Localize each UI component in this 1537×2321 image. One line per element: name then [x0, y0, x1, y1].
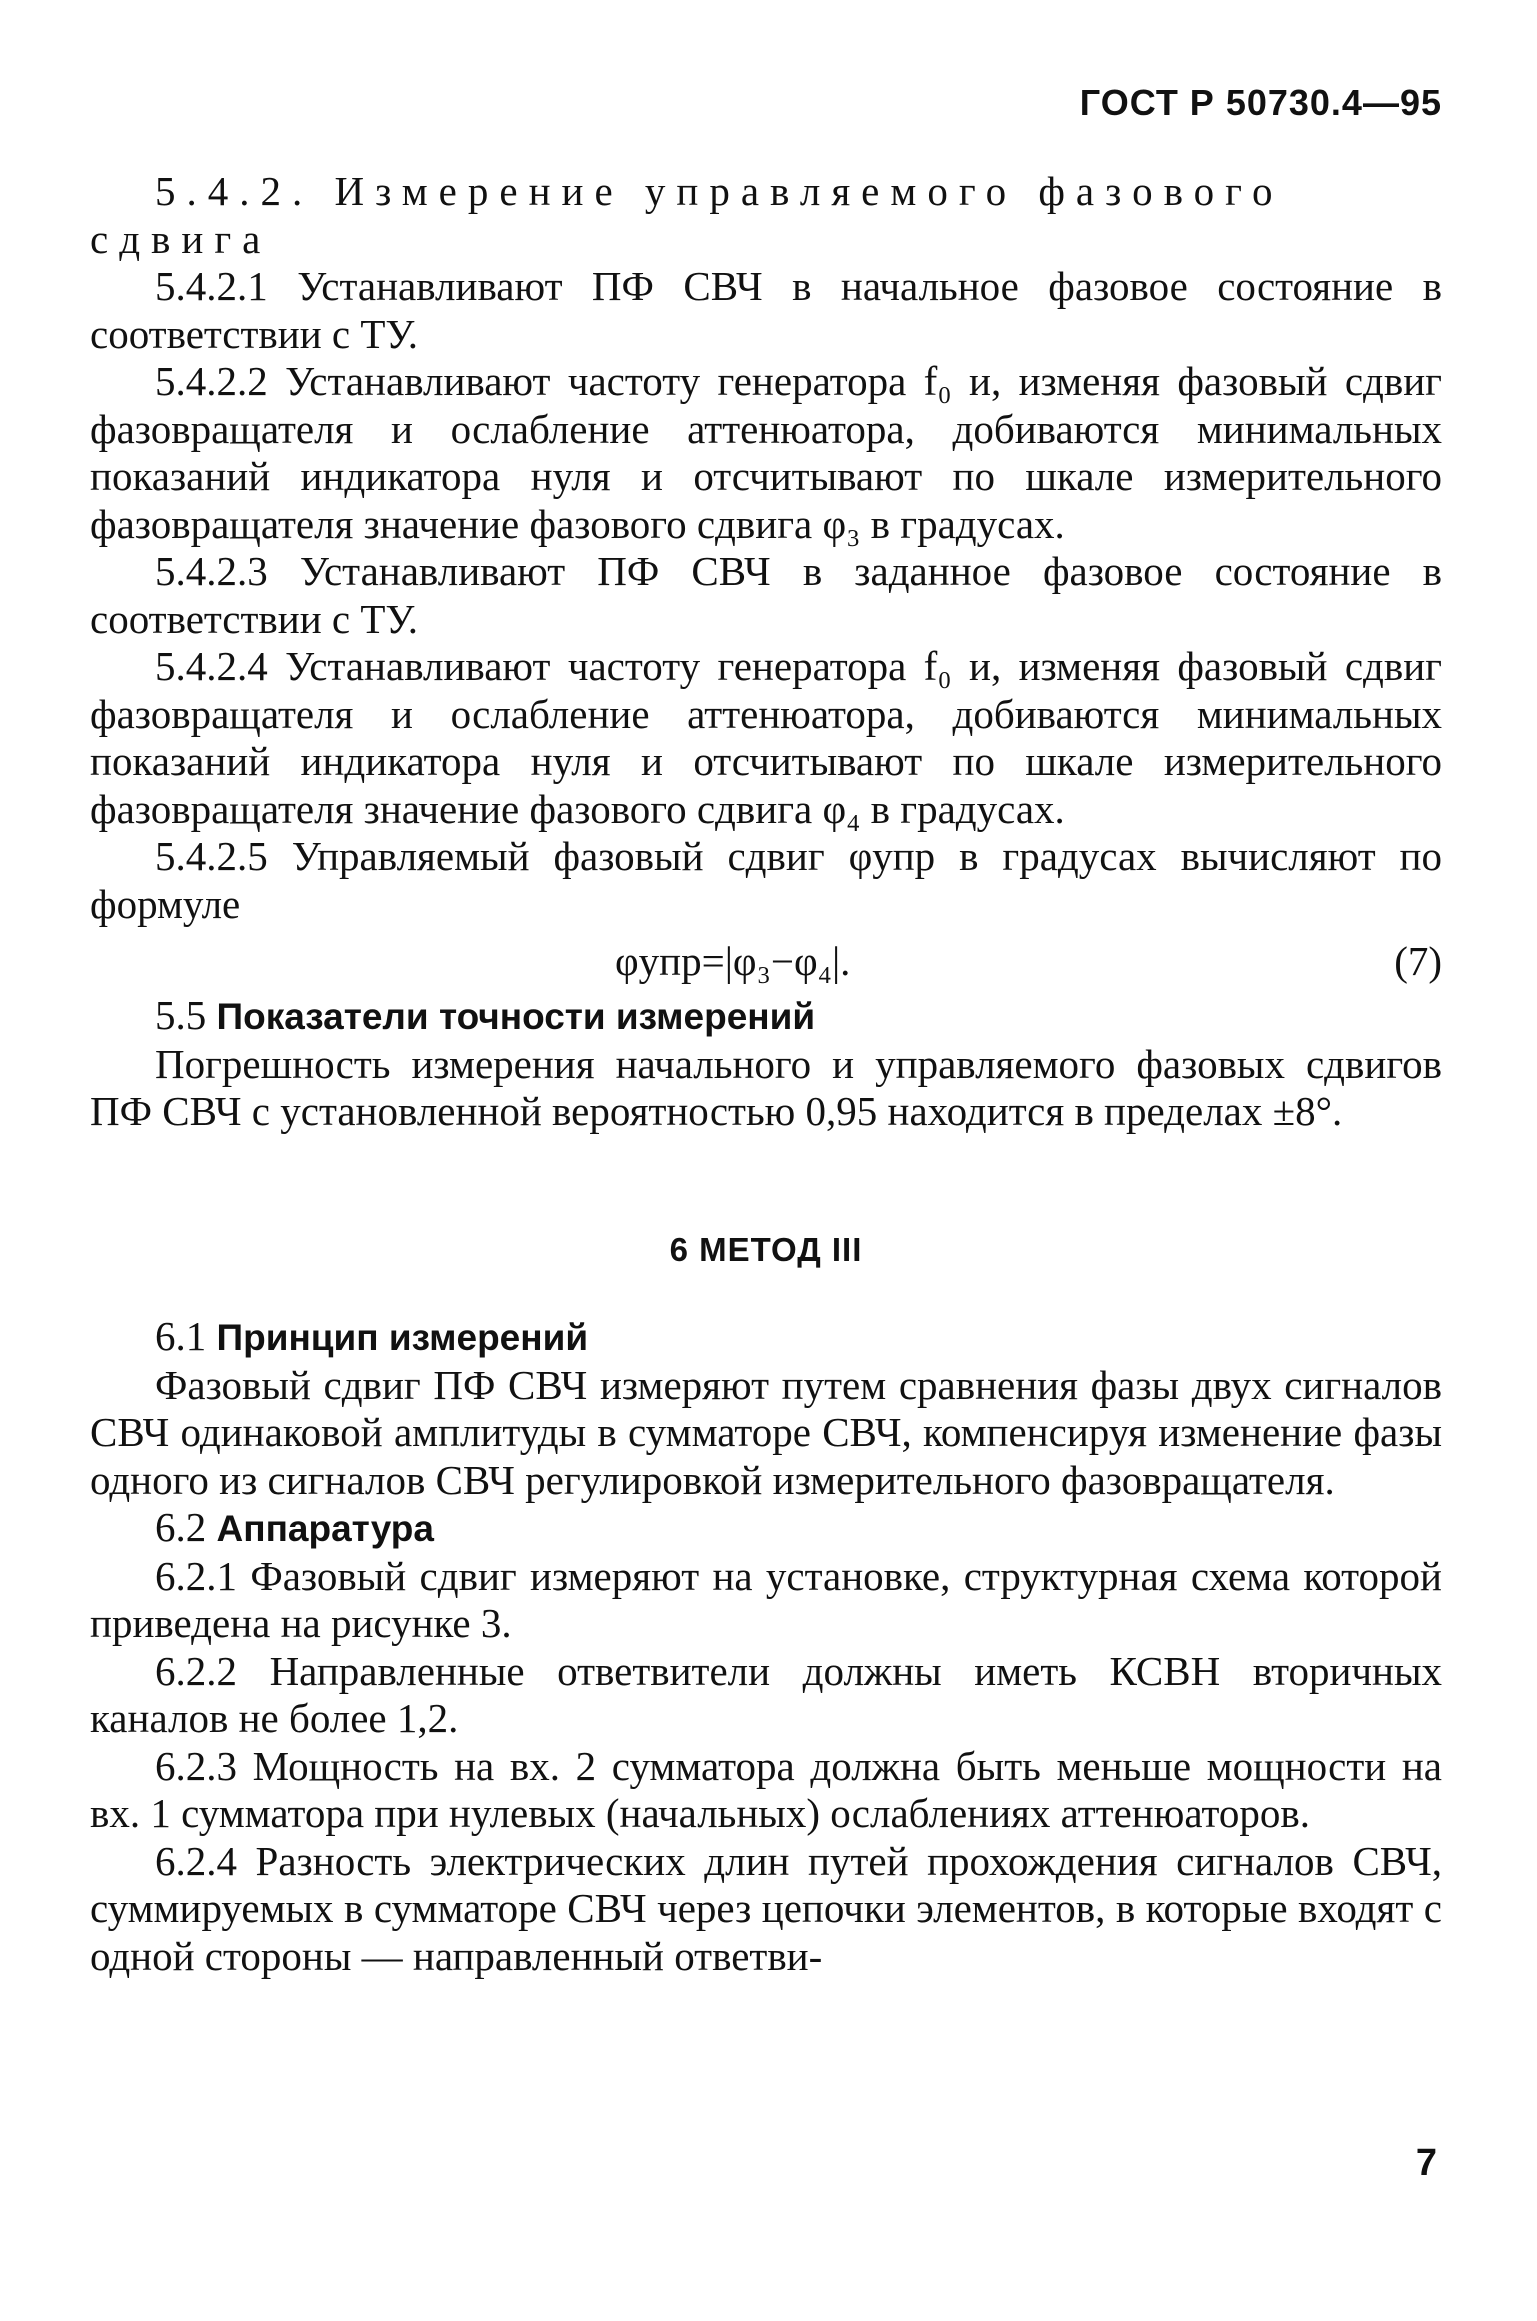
- page-number: 7: [1415, 2142, 1437, 2184]
- paragraph-5-5: Погрешность измерения начального и управляемого фазовых сдвигов ПФ СВЧ с установленной вероятностью 0,95 находится в пределах ±8°.: [90, 1040, 1442, 1134]
- paragraph-5-4-2-4: 5.4.2.4 Устанавливают частоту генератора f₀ и, изменяя фазовый сдвиг фазовращателя и ослабление аттенюатора, добиваются минимальных показаний индикатора нуля и отсчитывают по шкале измерительного фазовращателя значение фазового сдвига φ₄ в градусах.: [90, 643, 1442, 832]
- formula-7: [90, 934, 1442, 992]
- section-6-2-title: Аппаратура: [216, 1508, 434, 1549]
- section-6-title: 6 МЕТОД III: [669, 1230, 863, 1268]
- section-6-2-heading: [90, 1504, 1442, 1553]
- paragraph-5-4-2-1: 5.4.2.1 Устанавливают ПФ СВЧ в начальное фазовое состояние в соответствии с ТУ.: [90, 263, 1442, 357]
- paragraph-5-4-2-3: 5.4.2.3 Устанавливают ПФ СВЧ в заданное фазовое состояние в соответствии с ТУ.: [90, 548, 1442, 642]
- section-5-5-number: 5.5: [155, 992, 207, 1038]
- formula-expression: φупр=|φ₃−φ₄|.: [615, 938, 851, 984]
- section-5-5-heading: [90, 992, 1442, 1041]
- paragraph-6-1: Фазовый сдвиг ПФ СВЧ измеряют путем сравнения фазы двух сигналов СВЧ одинаковой амплитуды в сумматоре СВЧ, компенсируя изменение фазы одного из сигналов СВЧ регулировкой измерительного фазовращателя.: [90, 1361, 1442, 1503]
- paragraph-5-4-2-2: 5.4.2.2 Устанавливают частоту генератора f₀ и, изменяя фазовый сдвиг фазовращателя и ослабление аттенюатора, добиваются минимальных показаний индикатора нуля и отсчитывают по шкале измерительного фазовращателя значение фазового сдвига φ₃ в градусах.: [90, 358, 1442, 547]
- paragraph-6-2-3: 6.2.3 Мощность на вх. 2 сумматора должна быть меньше мощности на вх. 1 сумматора при нулевых (начальных) ослаблениях аттенюаторов.: [90, 1742, 1442, 1836]
- document-body: [90, 168, 1442, 1980]
- paragraph-6-2-1: 6.2.1 Фазовый сдвиг измеряют на установке, структурная схема которой приведена на рисунке 3.: [90, 1552, 1442, 1646]
- paragraph-5-4-2-5: 5.4.2.5 Управляемый фазовый сдвиг φупр в градусах вычисляют по формуле: [90, 833, 1442, 927]
- paragraph-6-2-4: 6.2.4 Разность электрических длин путей прохождения сигналов СВЧ, суммируемых в сумматоре СВЧ через цепочки элементов, в которые входят с одной стороны — направленный ответви-: [90, 1837, 1442, 1979]
- formula-number: (7): [1394, 938, 1442, 984]
- section-6-1-number: 6.1: [155, 1313, 207, 1359]
- section-6-1-title: Принцип измерений: [216, 1317, 589, 1358]
- paragraph-6-2-2: 6.2.2 Направленные ответвители должны иметь КСВН вторичных каналов не более 1,2.: [90, 1647, 1442, 1741]
- section-6-1-heading: [90, 1313, 1442, 1362]
- document-header: ГОСТ Р 50730.4—95: [1079, 82, 1442, 123]
- section-6-2-number: 6.2: [155, 1504, 207, 1550]
- section-5-4-2-title: 5.4.2. Измерение управляемого фазового сдвига: [90, 168, 1284, 262]
- section-5-5-title: Показатели точности измерений: [216, 996, 816, 1037]
